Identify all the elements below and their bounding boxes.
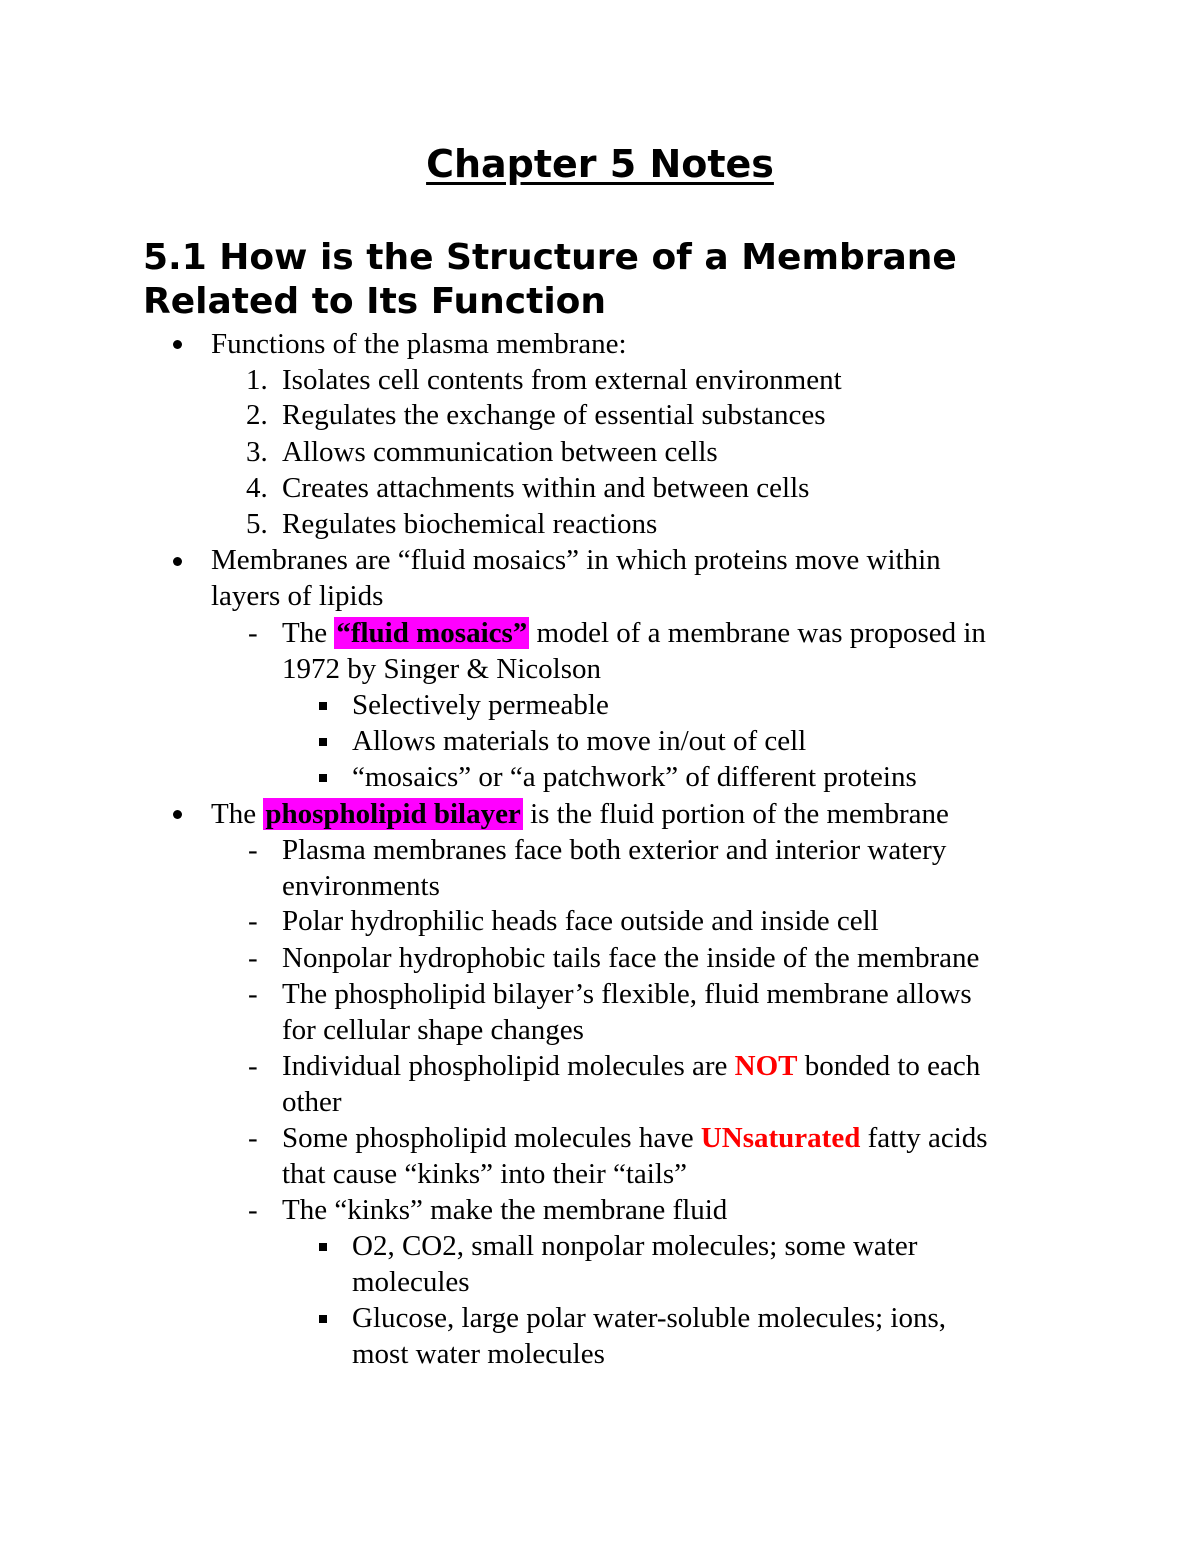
dash-marker: - [248, 834, 258, 866]
section-heading-line2: Related to Its Function [143, 281, 607, 322]
function-item-4: Creates attachments within and between cells [282, 472, 810, 504]
fluid-mosaic-line1: Membranes are “fluid mosaics” in which proteins move within [211, 544, 941, 576]
text-run: bonded to each [797, 1050, 981, 1082]
square-bullet-icon [319, 738, 327, 746]
mosaic-point-2: Allows materials to move in/out of cell [352, 725, 807, 757]
bullet-dot-icon [173, 340, 182, 349]
bilayer-item-4a: The phospholipid bilayer’s flexible, fluid membrane allows [282, 978, 972, 1010]
dash-marker: - [248, 978, 258, 1010]
function-item-3: Allows communication between cells [282, 436, 718, 468]
functions-intro: Functions of the plasma membrane: [211, 328, 627, 360]
highlight-phospholipid-bilayer: phospholipid bilayer [265, 798, 521, 830]
list-number: 4. [246, 472, 268, 504]
dash-marker: - [248, 905, 258, 937]
bullet-dot-icon [173, 557, 182, 566]
kinks-sub-2a: Glucose, large polar water-soluble molecules; ions, [352, 1302, 947, 1334]
fluid-mosaic-model-line2: 1972 by Singer & Nicolson [282, 653, 601, 685]
text-run: model of a membrane was proposed in [529, 617, 986, 649]
dash-marker: - [248, 1050, 258, 1082]
dash-marker: - [248, 942, 258, 974]
page-title: Chapter 5 Notes [426, 142, 774, 186]
emphasis-unsaturated: UNsaturated [700, 1122, 861, 1154]
fluid-mosaic-line2: layers of lipids [211, 580, 384, 612]
bilayer-item-4b: for cellular shape changes [282, 1014, 584, 1046]
bilayer-item-1a: Plasma membranes face both exterior and interior watery [282, 834, 947, 866]
function-item-5: Regulates biochemical reactions [282, 508, 658, 540]
dash-marker: - [248, 1194, 258, 1226]
bilayer-item-5b: other [282, 1086, 342, 1118]
list-number: 3. [246, 436, 268, 468]
highlight-fluid-mosaics: “fluid mosaics” [336, 617, 528, 649]
text-run: is the fluid portion of the membrane [522, 798, 949, 830]
bilayer-item-5a [282, 1048, 980, 1084]
list-number: 5. [246, 508, 268, 540]
mosaic-point-3: “mosaics” or “a patchwork” of different proteins [352, 761, 917, 793]
square-bullet-icon [319, 1243, 327, 1251]
bilayer-item-1b: environments [282, 870, 440, 902]
square-bullet-icon [319, 1315, 327, 1323]
text-run: The [211, 798, 264, 830]
square-bullet-icon [319, 702, 327, 710]
bilayer-item-6a [282, 1120, 988, 1156]
bilayer-item-2: Polar hydrophilic heads face outside and inside cell [282, 905, 879, 937]
text-run: Individual phospholipid molecules are [282, 1050, 735, 1082]
text-run: Some phospholipid molecules have [282, 1122, 701, 1154]
mosaic-point-1: Selectively permeable [352, 689, 609, 721]
bilayer-item-7: The “kinks” make the membrane fluid [282, 1194, 728, 1226]
square-bullet-icon [319, 774, 327, 782]
text-run: The [282, 617, 335, 649]
list-number: 1. [246, 364, 268, 396]
bullet-dot-icon [173, 810, 182, 819]
function-item-1: Isolates cell contents from external environment [282, 364, 842, 396]
kinks-sub-1b: molecules [352, 1266, 470, 1298]
list-number: 2. [246, 399, 268, 431]
bilayer-intro [211, 796, 949, 832]
kinks-sub-1a: O2, CO2, small nonpolar molecules; some water [352, 1230, 918, 1262]
text-run: fatty acids [860, 1122, 988, 1154]
kinks-sub-2b: most water molecules [352, 1338, 605, 1370]
bilayer-item-3: Nonpolar hydrophobic tails face the inside of the membrane [282, 942, 980, 974]
fluid-mosaic-model-line [282, 615, 986, 651]
section-heading-line1: 5.1 How is the Structure of a Membrane [143, 237, 957, 278]
dash-marker: - [248, 1122, 258, 1154]
function-item-2: Regulates the exchange of essential substances [282, 399, 826, 431]
bilayer-item-6b: that cause “kinks” into their “tails” [282, 1158, 688, 1190]
dash-marker: - [248, 617, 258, 649]
emphasis-not: NOT [734, 1050, 798, 1082]
